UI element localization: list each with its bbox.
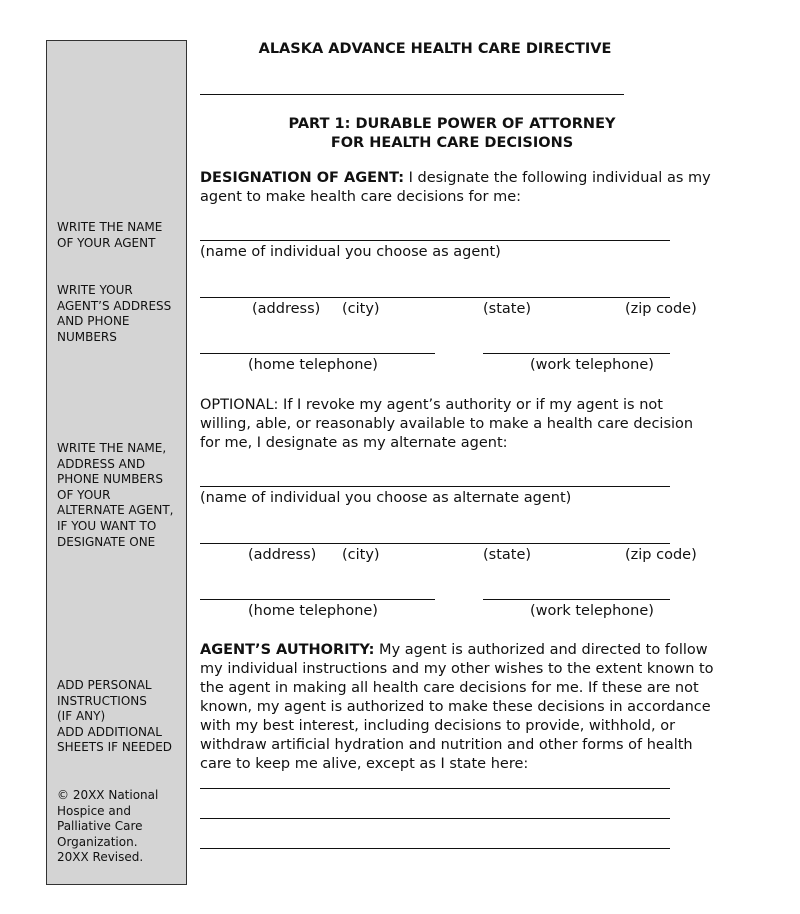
alternate-city-caption: (city) [342, 547, 380, 563]
part-title: PART 1: DURABLE POWER OF ATTORNEY FOR HEALTH CARE DECISIONS [288, 116, 616, 151]
instructions-line-1[interactable] [200, 788, 670, 789]
document-title: ALASKA ADVANCE HEALTH CARE DIRECTIVE [258, 41, 612, 57]
authority-paragraph [200, 641, 715, 774]
alternate-zip-caption: (zip code) [625, 547, 697, 563]
authority-text: My agent is authorized and directed to follow my individual instructions and my other wishes to the extent known to the agent in making all health care decisions for me. If these are not known, my agent is authorized to make these decisions in accordance with my best interest, including decisions to provide, withhold, or withdraw artificial hydration and nutrition and other forms of health care to keep me alive, except as I state here: [200, 642, 714, 772]
agent-work-phone-caption: (work telephone) [530, 357, 654, 373]
authority-heading: AGENT’S AUTHORITY: [200, 642, 375, 658]
agent-home-phone-caption: (home telephone) [248, 357, 378, 373]
alternate-state-caption: (state) [483, 547, 532, 563]
agent-name-caption: (name of individual you choose as agent) [200, 244, 501, 260]
alternate-name-caption: (name of individual you choose as alternate agent) [200, 490, 572, 506]
alternate-work-phone-caption: (work telephone) [530, 603, 654, 619]
alternate-address-caption: (address) [248, 547, 317, 563]
agent-address-caption: (address) [252, 301, 321, 317]
instructions-line-2[interactable] [200, 818, 670, 819]
agent-name-line[interactable] [200, 240, 670, 241]
alternate-home-phone-line[interactable] [200, 599, 435, 600]
agent-zip-caption: (zip code) [625, 301, 697, 317]
designation-paragraph [200, 169, 715, 207]
optional-paragraph: OPTIONAL: If I revoke my agent’s authority or if my agent is not willing, able, or reasonably available to make a health care decision for me, I designate as my alternate agent: [200, 397, 694, 451]
agent-address-line[interactable] [200, 297, 670, 298]
alternate-name-line[interactable] [200, 486, 670, 487]
instructions-line-3[interactable] [200, 848, 670, 849]
designation-text: I designate the following individual as my agent to make health care decisions for me: [200, 170, 711, 205]
agent-work-phone-line[interactable] [483, 353, 670, 354]
agent-city-caption: (city) [342, 301, 380, 317]
alternate-home-phone-caption: (home telephone) [248, 603, 378, 619]
alternate-address-line[interactable] [200, 543, 670, 544]
agent-address-note: WRITE YOUR AGENT’S ADDRESS AND PHONE NUMBERS [57, 283, 172, 344]
title-rule [200, 94, 624, 95]
alternate-agent-note: WRITE THE NAME, ADDRESS AND PHONE NUMBERS OF YOUR ALTERNATE AGENT, IF YOU WANT TO DESIGNATE ONE [57, 441, 174, 549]
alternate-work-phone-line[interactable] [483, 599, 670, 600]
personal-instructions-note: ADD PERSONAL INSTRUCTIONS (IF ANY) ADD ADDITIONAL SHEETS IF NEEDED [57, 678, 173, 755]
agent-state-caption: (state) [483, 301, 532, 317]
designation-heading: DESIGNATION OF AGENT: [200, 170, 405, 186]
agent-home-phone-line[interactable] [200, 353, 435, 354]
copyright-note: © 20XX National Hospice and Palliative Care Organization. 20XX Revised. [57, 788, 159, 865]
agent-name-note: WRITE THE NAME OF YOUR AGENT [57, 220, 163, 250]
